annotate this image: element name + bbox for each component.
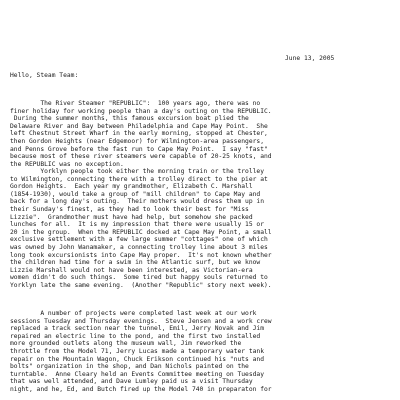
paragraph-line: Yorklyn people took either the morning train or the trolley <box>10 168 265 175</box>
paragraph-line: Lizzie". Grandmother must have had help, but somehow she packed <box>10 213 253 221</box>
paragraph-line: women didn't do such things. Some tired but happy souls returned to <box>10 274 268 282</box>
paragraph-line: and Penns Grove before the fast run to Cape May Point. I say "fast" <box>10 145 268 153</box>
paragraph-line: throttle from the Model 71, Jerry Lucas made a temporary water tank <box>10 347 265 355</box>
paragraph-line: A number of projects were completed last week at our work <box>10 310 257 317</box>
paragraph-line: finer holiday for working people than a day's outing on the REPUBLIC. <box>10 107 272 115</box>
paragraph-line: The River Steamer "REPUBLIC": 100 years ago, there was no <box>10 100 261 107</box>
paragraph-line: Yorklyn late the same evening. (Another "Republic" story next week). <box>10 281 272 289</box>
paragraph-line: left Chestnut Street Wharf in the early morning, stopped at Chester, <box>10 130 268 138</box>
paragraph-line: sessions Tuesday and Thursday evenings. Steve Jensen and a work crew <box>10 317 272 325</box>
paragraph-line: their Sunday's finest, as they had to look their best for "Miss <box>10 205 249 213</box>
paragraph-line: replaced a track section near the tunnel, Emil, Jerry Novak and Jim <box>10 325 265 333</box>
paragraph-line: back for a long day's outing. Their mothers would dress them up in <box>10 198 265 206</box>
paragraph-line: to Wilmington, connecting there with a trolley direct to the pier at <box>10 175 268 183</box>
paragraph-line: Gordon Heights. Each year my grandmother, Elizabeth C. Marshall <box>10 183 253 191</box>
paragraph-yorklyn-outing <box>10 168 394 290</box>
paragraph-line: 20 in the group. When the REPUBLIC docked at Cape May Point, a small <box>10 228 272 236</box>
paragraph-work-sessions <box>10 310 394 394</box>
paragraph-line: bolts" organization in the shop, and Dan Nichols painted on the <box>10 363 249 371</box>
paragraph-line: repair on the Mountain Wagon, Chuck Erikson continued his "nuts and <box>10 355 265 363</box>
paragraph-line: exclusive settlement with a few large summer "cottages" one of which <box>10 236 268 244</box>
paragraph-line: long took excursionists into Cape May proper. It's not known whether <box>10 251 272 259</box>
paragraph-line: turntable. Anne Cleary held an Events Committee meeting on Tuesday <box>10 370 265 378</box>
paragraph-republic-intro <box>10 100 394 168</box>
letter-salutation: Hello, Steam Team: <box>10 72 79 79</box>
paragraph-line: was owned by John Wanamaker, a connecting trolley line about 3 miles <box>10 243 268 251</box>
paragraph-line: Delaware River and Bay between Philadelphia and Cape May Point. She <box>10 122 268 130</box>
paragraph-line: because most of these river steamers were capable of 20-25 knots, and <box>10 153 272 161</box>
letter-date: June 13, 2005 <box>285 55 335 62</box>
paragraph-line: more grounded outlets along the museum wall, Jim reworked the <box>10 340 242 348</box>
paragraph-line: lunches for all. It is my impression that there were usually 15 or <box>10 221 265 229</box>
paragraph-line: During the summer months, this famous excursion boat plied the <box>10 115 249 123</box>
paragraph-line: that was well attended, and Dave Lumley paid us a visit Thursday <box>10 378 253 386</box>
paragraph-line: (1854-1930), would take a group of "mill children" to Cape May and <box>10 190 261 198</box>
paragraph-line: night, and he, Ed, and Butch fired up the Model 740 in preparaton for <box>10 385 272 393</box>
paragraph-line: then Gordon Heights (near Edgemoor) for Wilmington-area passengers, <box>10 137 265 145</box>
paragraph-line: the REPUBLIC was no exception. <box>10 160 124 168</box>
paragraph-line: the children had time for a swim in the Atlantic surf, but we know <box>10 259 261 267</box>
paragraph-line: Lizzie Marshall would not have been interested, as Victorian-era <box>10 266 253 274</box>
paragraph-line: repaired an electric line to the pond, and the first two installed <box>10 332 261 340</box>
